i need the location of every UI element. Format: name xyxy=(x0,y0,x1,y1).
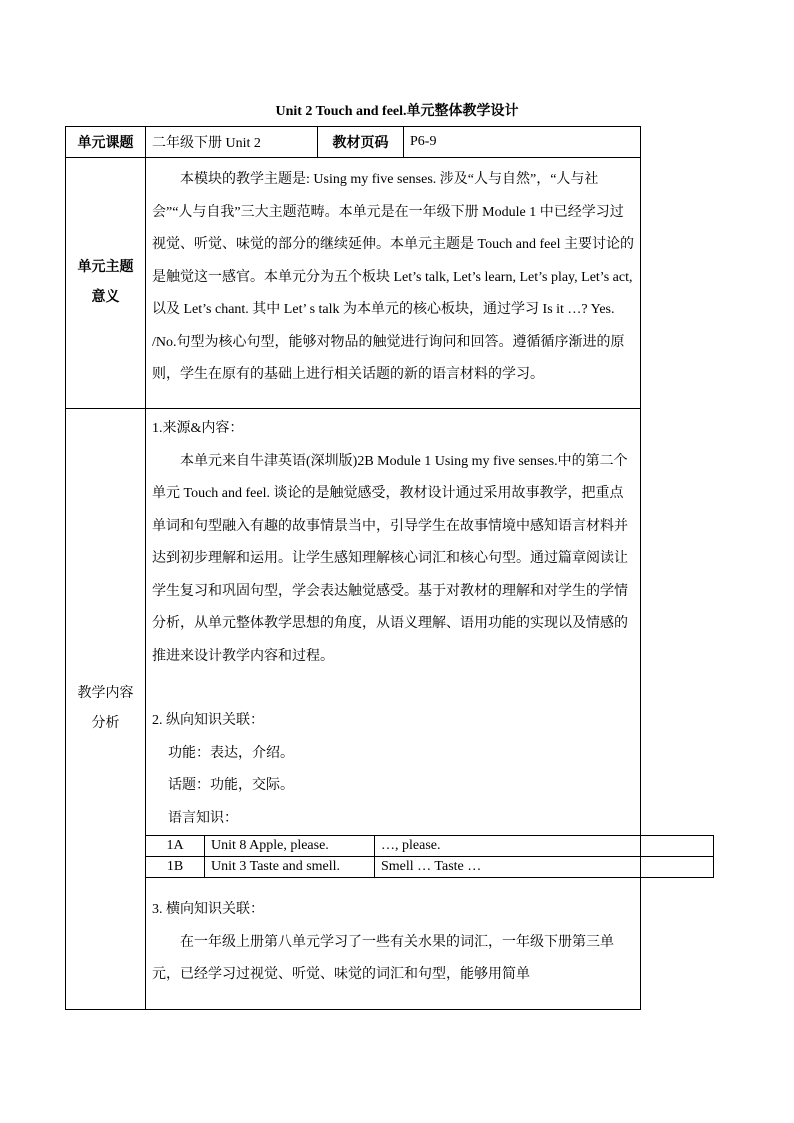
theme-row xyxy=(66,158,641,409)
analysis-content xyxy=(146,409,641,1010)
analysis-label xyxy=(66,409,146,1010)
grade-cell: 1B xyxy=(146,857,205,878)
section3-text: 在一年级上册第八单元学习了一些有关水果的词汇，一年级下册第三单元，已经学习过视觉、听觉、味觉的词汇和句型，能够用简单 xyxy=(152,934,614,982)
design-table xyxy=(65,126,641,1010)
unit-cell: Unit 3 Taste and smell. xyxy=(205,857,375,878)
section1-heading: 1.来源&内容： xyxy=(152,421,244,436)
unit-topic-value: 二年级下册 Unit 2 xyxy=(146,127,318,158)
section2-language: 语言知识： xyxy=(168,810,238,826)
grade-cell: 1A xyxy=(146,836,205,857)
page-range-label: 教材页码 xyxy=(318,127,404,158)
unit-topic-label: 单元课题 xyxy=(66,127,146,158)
section1-text: 本单元来自牛津英语(深圳版)2B Module 1 Using my five senses.中的第二个单元 Touch and feel. 谈论的是触觉感受，教材设计通过采用故事教学，把重点单词和句型融入有趣的故事情景当中，引导学生在故事情境中感知语言材料并达到初步理解和运用。让学生感知理解核心词汇和核心句型。通过篇章阅读让学生复习和巩固句型，学会表达触觉感受。基于对教材的理解和对学生的学情分析，从单元整体教学思想的角度，从语义理解、语用功能的实现以及情感的推进来设计教学内容和过程。 xyxy=(152,453,628,664)
header-row xyxy=(66,127,641,158)
table-row xyxy=(146,857,714,878)
theme-label xyxy=(66,158,146,409)
section2-function: 功能：表达，介绍。 xyxy=(168,745,294,761)
section3-heading: 3. 横向知识关联： xyxy=(152,902,264,917)
page-range-value: P6-9 xyxy=(404,127,641,158)
theme-label-line2: 意义 xyxy=(91,290,120,305)
pattern-cell: …, please. xyxy=(375,836,714,857)
theme-label-line1: 单元主题 xyxy=(77,260,134,275)
table-row xyxy=(146,836,714,857)
analysis-label-line1: 教学内容 xyxy=(77,686,134,701)
section2-heading: 2. 纵向知识关联： xyxy=(152,713,264,728)
theme-content xyxy=(146,158,641,409)
section2-topic: 话题：功能，交际。 xyxy=(168,778,294,793)
analysis-row xyxy=(66,409,641,1010)
knowledge-table xyxy=(145,835,714,878)
document-title: Unit 2 Touch and feel.单元整体教学设计 xyxy=(275,104,519,119)
unit-cell: Unit 8 Apple, please. xyxy=(205,836,375,857)
pattern-cell: Smell … Taste … xyxy=(375,857,714,878)
theme-text: 本模块的教学主题是: Using my five senses. 涉及“人与自然”，“人与社会”“人与自我”三大主题范畴。本单元是在一年级下册 Module 1 中已经学习过视觉、听觉、味觉的部分的继续延伸。本单元主题是 Touch and feel 主要讨论的是触觉这一感官。本单元分为五个板块 Let’s talk, Let’s learn, Let’s play, Let’s act,以及 Let’s chant. 其中 Let’ s talk 为本单元的核心板块，通过学习 Is it …? Yes. /No.句型为核心句型，能够对物品的触觉进行询问和回答。遵循循序渐进的原则，学生在原有的基础上进行相关话题的新的语言材料的学习。 xyxy=(152,172,634,382)
analysis-label-line2: 分析 xyxy=(91,716,120,731)
